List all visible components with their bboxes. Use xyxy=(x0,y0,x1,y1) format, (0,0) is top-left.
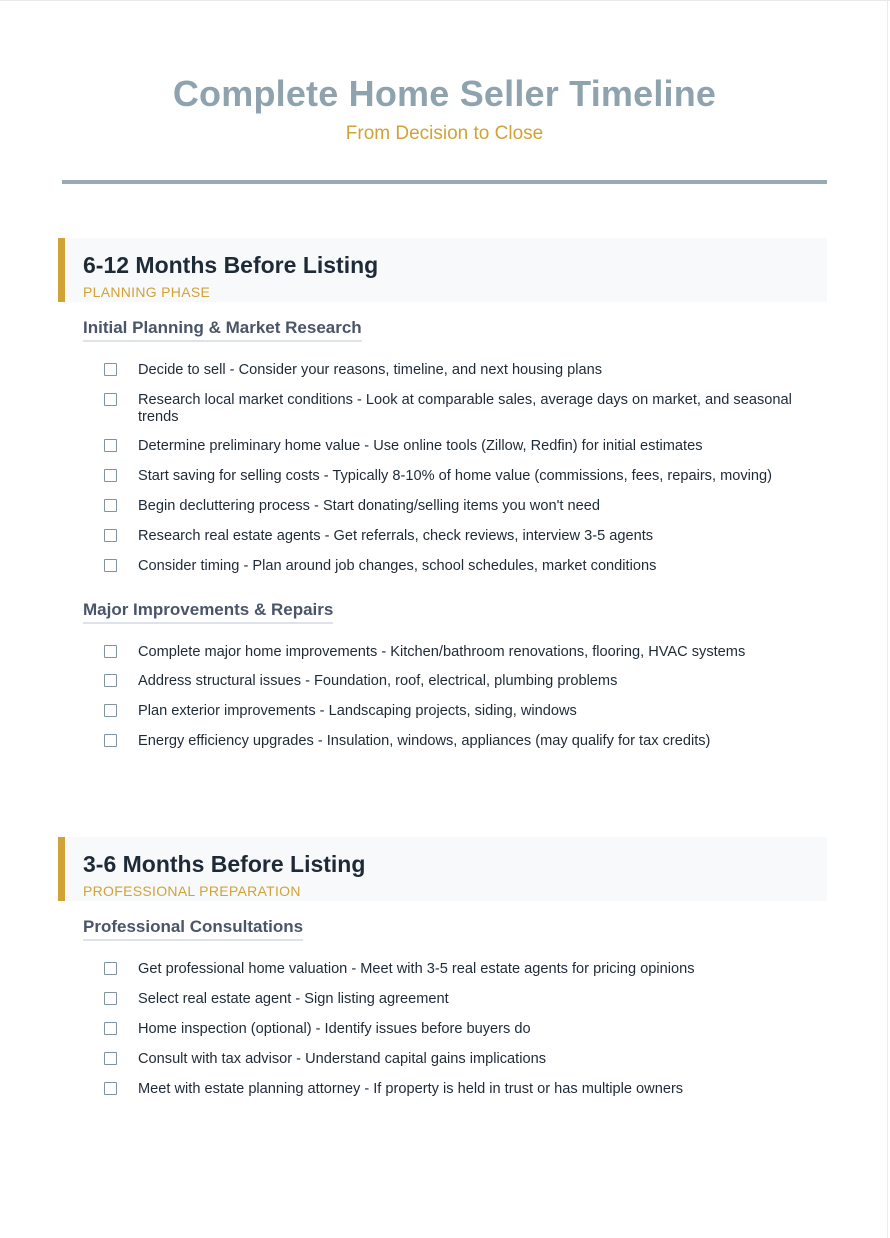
checkbox[interactable] xyxy=(104,704,117,717)
task-item xyxy=(83,1081,798,1098)
task-item xyxy=(83,644,798,661)
task-item xyxy=(83,1051,798,1068)
task-item xyxy=(83,703,798,720)
phase-title: 6-12 Months Before Listing xyxy=(83,252,379,278)
task-label: Consider timing - Plan around job changes, school schedules, market conditions xyxy=(138,558,657,574)
task-label: Meet with estate planning attorney - If property is held in trust or has multiple owners xyxy=(138,1081,684,1097)
task-group-major-improvements xyxy=(83,599,827,750)
checkbox[interactable] xyxy=(104,469,117,482)
task-label: Get professional home valuation - Meet with 3-5 real estate agents for pricing opinions xyxy=(138,961,695,977)
task-group-professional-consultations xyxy=(83,916,827,1098)
checkbox[interactable] xyxy=(104,734,117,747)
task-label: Select real estate agent - Sign listing agreement xyxy=(138,991,449,1007)
page-right-border xyxy=(887,0,888,1238)
checkbox[interactable] xyxy=(104,529,117,542)
task-label: Home inspection (optional) - Identify issues before buyers do xyxy=(138,1021,531,1037)
task-item xyxy=(83,991,798,1008)
task-label: Energy efficiency upgrades - Insulation, windows, appliances (may qualify for tax credits) xyxy=(138,733,711,749)
checkbox[interactable] xyxy=(104,1082,117,1095)
task-label: Research local market conditions - Look at comparable sales, average days on market, and seasonal trends xyxy=(138,392,792,425)
document-title: Complete Home Seller Timeline xyxy=(172,73,717,114)
checkbox[interactable] xyxy=(104,1022,117,1035)
task-label: Decide to sell - Consider your reasons, timeline, and next housing plans xyxy=(138,362,603,378)
task-label: Start saving for selling costs - Typically 8-10% of home value (commissions, fees, repairs, moving) xyxy=(138,468,772,484)
header-divider xyxy=(62,180,827,184)
checkbox[interactable] xyxy=(104,363,117,376)
group-title: Initial Planning & Market Research xyxy=(83,317,362,342)
task-item xyxy=(83,558,798,575)
task-list xyxy=(83,961,827,1098)
task-item xyxy=(83,1021,798,1038)
page-top-border xyxy=(0,0,890,1)
task-item xyxy=(83,468,798,485)
group-title: Major Improvements & Repairs xyxy=(83,599,333,624)
checkbox[interactable] xyxy=(104,439,117,452)
task-item xyxy=(83,673,798,690)
checkbox[interactable] xyxy=(104,674,117,687)
task-list xyxy=(83,362,827,575)
task-label: Determine preliminary home value - Use online tools (Zillow, Redfin) for initial estimates xyxy=(138,438,703,454)
task-label: Begin decluttering process - Start donating/selling items you won't need xyxy=(138,498,600,514)
task-label: Address structural issues - Foundation, roof, electrical, plumbing problems xyxy=(138,673,618,689)
phase-banner xyxy=(58,837,827,901)
task-item xyxy=(83,498,798,515)
task-item xyxy=(83,961,798,978)
checkbox[interactable] xyxy=(104,559,117,572)
document-subtitle: From Decision to Close xyxy=(345,123,544,144)
task-label: Research real estate agents - Get referrals, check reviews, interview 3-5 agents xyxy=(138,528,654,544)
task-item xyxy=(83,528,798,545)
task-label: Plan exterior improvements - Landscaping projects, siding, windows xyxy=(138,703,577,719)
checkbox[interactable] xyxy=(104,393,117,406)
task-item xyxy=(83,392,798,426)
task-label: Complete major home improvements - Kitchen/bathroom renovations, flooring, HVAC systems xyxy=(138,644,746,660)
checkbox[interactable] xyxy=(104,499,117,512)
phase-tag: PLANNING PHASE xyxy=(83,284,211,300)
task-item xyxy=(83,438,798,455)
checkbox[interactable] xyxy=(104,1052,117,1065)
phase-section-professional xyxy=(58,837,827,1098)
phase-tag: PROFESSIONAL PREPARATION xyxy=(83,883,301,899)
phase-title: 3-6 Months Before Listing xyxy=(83,851,366,877)
task-item xyxy=(83,362,798,379)
group-title: Professional Consultations xyxy=(83,916,303,941)
checkbox[interactable] xyxy=(104,645,117,658)
phase-section-planning xyxy=(58,238,827,750)
task-item xyxy=(83,733,798,750)
checkbox[interactable] xyxy=(104,962,117,975)
task-group-initial-planning xyxy=(83,317,827,575)
phase-banner xyxy=(58,238,827,302)
task-list xyxy=(83,644,827,750)
task-label: Consult with tax advisor - Understand capital gains implications xyxy=(138,1051,547,1067)
checkbox[interactable] xyxy=(104,992,117,1005)
